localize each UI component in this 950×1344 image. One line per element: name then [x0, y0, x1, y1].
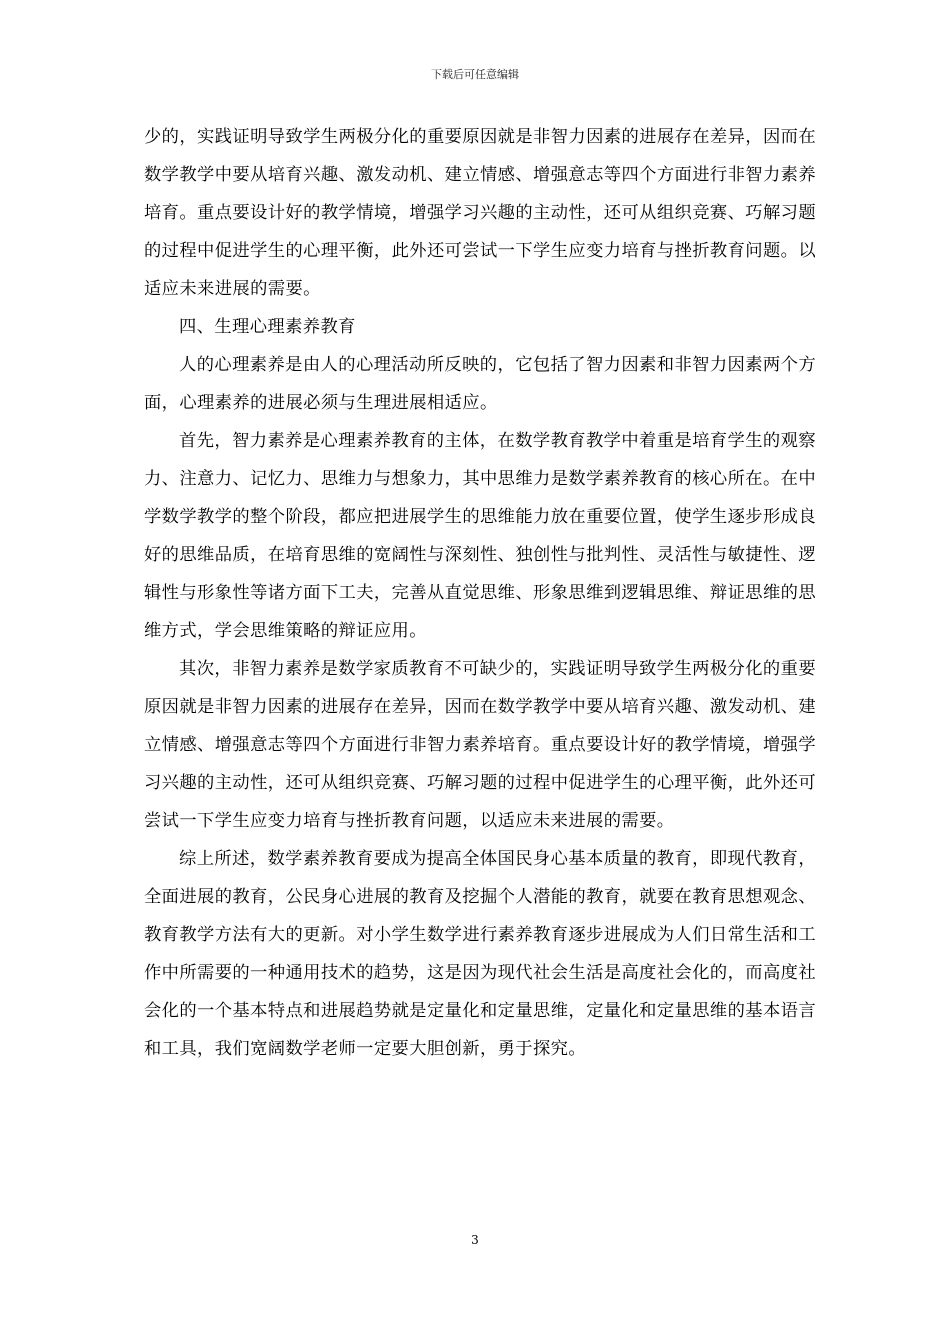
paragraph-conclusion: 综上所述，数学素养教育要成为提高全体国民身心基本质量的教育，即现代教育，全面进展的教育，公民身心进展的教育及挖掘个人潜能的教育，就要在教育思想观念、教育教学方法有大的更新。对小学生数学进行素养教育逐步进展成为人们日常生活和工作中所需要的一种通用技术的趋势，这是因为现代社会生活是高度社会化的，而高度社会化的一个基本特点和进展趋势就是定量化和定量思维，定量化和定量思维的基本语言和工具，我们宽阔数学老师一定要大胆创新，勇于探究。 [144, 849, 816, 1059]
page-header: 下载后可任意编辑 [431, 68, 519, 81]
paragraph-continuation: 少的，实践证明导致学生两极分化的重要原因就是非智力因素的进展存在差异，因而在数学教学中要从培育兴趣、激发动机、建立情感、增强意志等四个方面进行非智力素养培育。重点要设计好的教学情境，增强学习兴趣的主动性，还可从组织竞赛、巧解习题的过程中促进学生的心理平衡，此外还可尝试一下学生应变力培育与挫折教育问题。以适应未来进展的需要。 [144, 127, 816, 299]
paragraph-second: 其次，非智力素养是数学家质教育不可缺少的，实践证明导致学生两极分化的重要原因就是非智力因素的进展存在差异，因而在数学教学中要从培育兴趣、激发动机、建立情感、增强意志等四个方面进行非智力素养培育。重点要设计好的教学情境，增强学习兴趣的主动性，还可从组织竞赛、巧解习题的过程中促进学生的心理平衡，此外还可尝试一下学生应变力培育与挫折教育问题，以适应未来进展的需要。 [144, 659, 816, 831]
document-body [144, 118, 816, 1068]
section-heading: 四、生理心理素养教育 [179, 317, 356, 337]
page-number: 3 [471, 1233, 479, 1247]
paragraph-first: 首先，智力素养是心理素养教育的主体，在数学教育教学中着重是培育学生的观察力、注意力、记忆力、思维力与想象力，其中思维力是数学素养教育的核心所在。在中学数学教学的整个阶段，都应把进展学生的思维能力放在重要位置，使学生逐步形成良好的思维品质，在培育思维的宽阔性与深刻性、独创性与批判性、灵活性与敏捷性、逻辑性与形象性等诸方面下工夫，完善从直觉思维、形象思维到逻辑思维、辩证思维的思维方式，学会思维策略的辩证应用。 [144, 431, 816, 641]
paragraph-intro: 人的心理素养是由人的心理活动所反映的，它包括了智力因素和非智力因素两个方面，心理素养的进展必须与生理进展相适应。 [144, 355, 816, 413]
